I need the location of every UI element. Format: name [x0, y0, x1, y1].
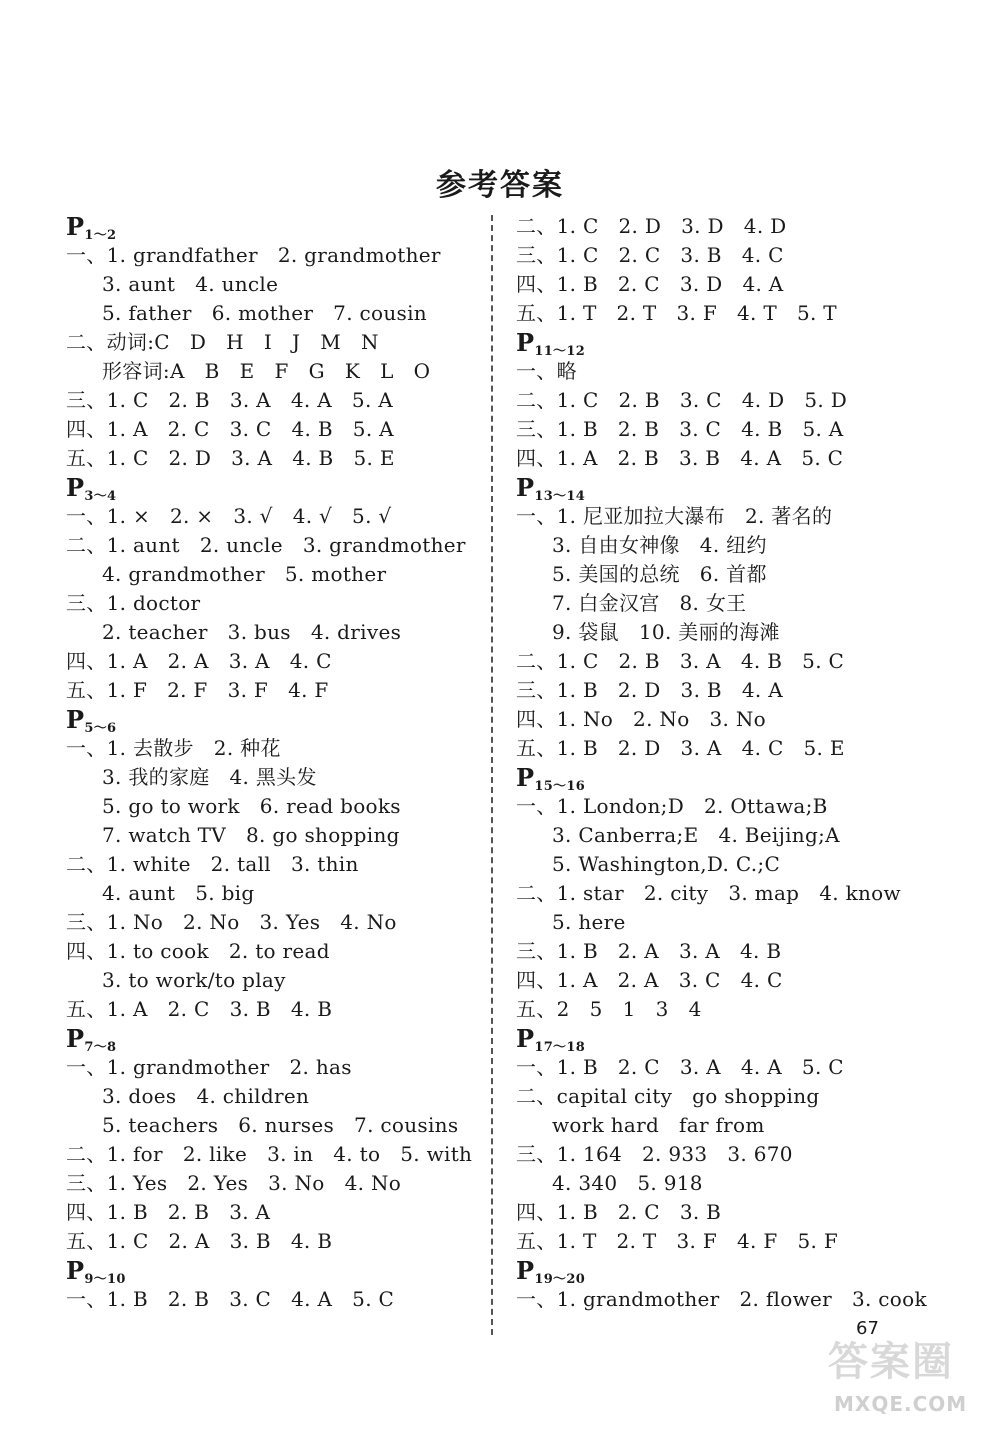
page-range-letter: P	[516, 763, 535, 792]
answer-line: 三、1. B 2. B 3. C 4. B 5. A	[516, 417, 844, 441]
page-range-letter: P	[516, 1256, 535, 1285]
answer-line: 形容词:A B E F G K L O	[102, 359, 431, 383]
answer-line: 5. teachers 6. nurses 7. cousins	[102, 1113, 459, 1137]
answer-line: 9. 袋鼠 10. 美丽的海滩	[552, 620, 780, 644]
answer-line: 三、1. No 2. No 3. Yes 4. No	[66, 910, 397, 934]
page-number: 67	[856, 1318, 879, 1339]
page-range-subscript: 3～4	[84, 489, 117, 504]
page-range-letter: P	[66, 705, 85, 734]
answer-line: 4. grandmother 5. mother	[102, 562, 387, 586]
answer-line: 五、1. F 2. F 3. F 4. F	[66, 678, 329, 702]
answer-line: 五、1. C 2. A 3. B 4. B	[66, 1229, 333, 1253]
answer-line: 一、1. B 2. B 3. C 4. A 5. C	[66, 1287, 395, 1311]
page-range-letter: P	[516, 473, 535, 502]
answer-line: 四、1. B 2. B 3. A	[66, 1200, 271, 1224]
page-range-heading	[66, 212, 486, 241]
answer-line: 7. 白金汉宫 8. 女王	[552, 591, 747, 615]
answer-line: 二、1. white 2. tall 3. thin	[66, 852, 359, 876]
answer-line: 三、1. B 2. A 3. A 4. B	[516, 939, 782, 963]
answer-line: 四、1. B 2. C 3. B	[516, 1200, 722, 1224]
answer-line: 一、1. 去散步 2. 种花	[66, 736, 281, 760]
page-range-letter: P	[66, 1024, 85, 1053]
answer-line: 一、1. grandmother 2. flower 3. cook	[516, 1287, 927, 1311]
page-range-heading	[516, 328, 956, 357]
page-range-subscript: 1～2	[84, 228, 117, 243]
right-answer-column	[516, 212, 956, 1314]
page-range-subscript: 15～16	[534, 779, 586, 794]
answer-line: 二、1. C 2. D 3. D 4. D	[516, 214, 787, 238]
answer-line: 一、1. grandmother 2. has	[66, 1055, 352, 1079]
answer-line: 四、1. B 2. C 3. D 4. A	[516, 272, 784, 296]
answer-line: 3. 自由女神像 4. 纽约	[552, 533, 767, 557]
answer-line: 二、1. for 2. like 3. in 4. to 5. with	[66, 1142, 473, 1166]
page-range-heading	[516, 1256, 956, 1285]
answer-line: 一、1. B 2. C 3. A 4. A 5. C	[516, 1055, 844, 1079]
page-range-heading	[66, 1024, 486, 1053]
answer-line: 二、capital city go shopping	[516, 1084, 820, 1108]
answer-line: 三、1. Yes 2. Yes 3. No 4. No	[66, 1171, 402, 1195]
page-range-letter: P	[66, 1256, 85, 1285]
answer-line: 四、1. A 2. A 3. A 4. C	[66, 649, 332, 673]
watermark-url: MXQE.COM	[834, 1392, 968, 1416]
answer-line: 一、1. × 2. × 3. √ 4. √ 5. √	[66, 504, 392, 528]
answer-line: 二、1. C 2. B 3. A 4. B 5. C	[516, 649, 845, 673]
answer-line: 3. 我的家庭 4. 黑头发	[102, 765, 317, 789]
answer-line: 3. Canberra;E 4. Beijing;A	[552, 823, 840, 847]
page-range-subscript: 7～8	[84, 1040, 117, 1055]
answer-line: 4. aunt 5. big	[102, 881, 255, 905]
answer-line: 五、1. C 2. D 3. A 4. B 5. E	[66, 446, 395, 470]
page-range-heading	[66, 473, 486, 502]
page-range-letter: P	[516, 1024, 535, 1053]
page-range-heading	[516, 1024, 956, 1053]
answer-line: work hard far from	[552, 1113, 765, 1137]
answer-line: 3. aunt 4. uncle	[102, 272, 279, 296]
answer-line: 一、1. London;D 2. Ottawa;B	[516, 794, 828, 818]
answer-line: 5. here	[552, 910, 626, 934]
answer-line: 五、2 5 1 3 4	[516, 997, 702, 1021]
answer-line: 四、1. to cook 2. to read	[66, 939, 330, 963]
answer-line: 一、1. 尼亚加拉大瀑布 2. 著名的	[516, 504, 833, 528]
page-range-heading	[516, 763, 956, 792]
answer-line: 五、1. T 2. T 3. F 4. T 5. T	[516, 301, 837, 325]
answer-line: 三、1. doctor	[66, 591, 201, 615]
page-range-subscript: 19～20	[534, 1272, 586, 1287]
answer-line: 5. go to work 6. read books	[102, 794, 401, 818]
answer-line: 四、1. A 2. A 3. C 4. C	[516, 968, 783, 992]
answer-line: 二、动词:C D H I J M N	[66, 330, 379, 354]
watermark-logo	[828, 1330, 988, 1420]
page-title: 参考答案	[436, 168, 564, 203]
answer-line: 二、1. star 2. city 3. map 4. know	[516, 881, 901, 905]
answer-line: 5. Washington,D. C.;C	[552, 852, 781, 876]
page-range-letter: P	[66, 473, 85, 502]
answer-line: 2. teacher 3. bus 4. drives	[102, 620, 402, 644]
page-range-subscript: 11～12	[534, 344, 586, 359]
page-range-subscript: 13～14	[534, 489, 586, 504]
answer-line: 五、1. B 2. D 3. A 4. C 5. E	[516, 736, 845, 760]
answer-line: 四、1. A 2. B 3. B 4. A 5. C	[516, 446, 844, 470]
page-range-letter: P	[516, 328, 535, 357]
page-range-heading	[66, 705, 486, 734]
answer-line: 5. 美国的总统 6. 首都	[552, 562, 767, 586]
page-range-heading	[66, 1256, 486, 1285]
page-range-subscript: 9～10	[84, 1272, 126, 1287]
answer-line: 三、1. C 2. B 3. A 4. A 5. A	[66, 388, 394, 412]
answer-line: 5. father 6. mother 7. cousin	[102, 301, 427, 325]
page-range-subscript: 17～18	[534, 1040, 586, 1055]
answer-line: 三、1. 164 2. 933 3. 670	[516, 1142, 793, 1166]
answer-line: 四、1. No 2. No 3. No	[516, 707, 766, 731]
answer-line: 五、1. T 2. T 3. F 4. F 5. F	[516, 1229, 838, 1253]
answer-line: 二、1. C 2. B 3. C 4. D 5. D	[516, 388, 848, 412]
left-answer-column	[66, 212, 486, 1314]
answer-line: 二、1. aunt 2. uncle 3. grandmother	[66, 533, 466, 557]
answer-line: 一、1. grandfather 2. grandmother	[66, 243, 441, 267]
answer-line: 3. does 4. children	[102, 1084, 310, 1108]
answer-line: 五、1. A 2. C 3. B 4. B	[66, 997, 333, 1021]
answer-line: 三、1. B 2. D 3. B 4. A	[516, 678, 783, 702]
answer-line: 7. watch TV 8. go shopping	[102, 823, 400, 847]
watermark-logo-text: 答案圈	[828, 1339, 954, 1385]
answer-line: 3. to work/to play	[102, 968, 286, 992]
answer-line: 四、1. A 2. C 3. C 4. B 5. A	[66, 417, 394, 441]
answer-line: 一、略	[516, 359, 577, 383]
page-range-heading	[516, 473, 956, 502]
column-divider	[491, 215, 493, 1335]
answer-line: 三、1. C 2. C 3. B 4. C	[516, 243, 784, 267]
answer-line: 4. 340 5. 918	[552, 1171, 703, 1195]
page-range-letter: P	[66, 212, 85, 241]
page-range-subscript: 5～6	[84, 721, 117, 736]
